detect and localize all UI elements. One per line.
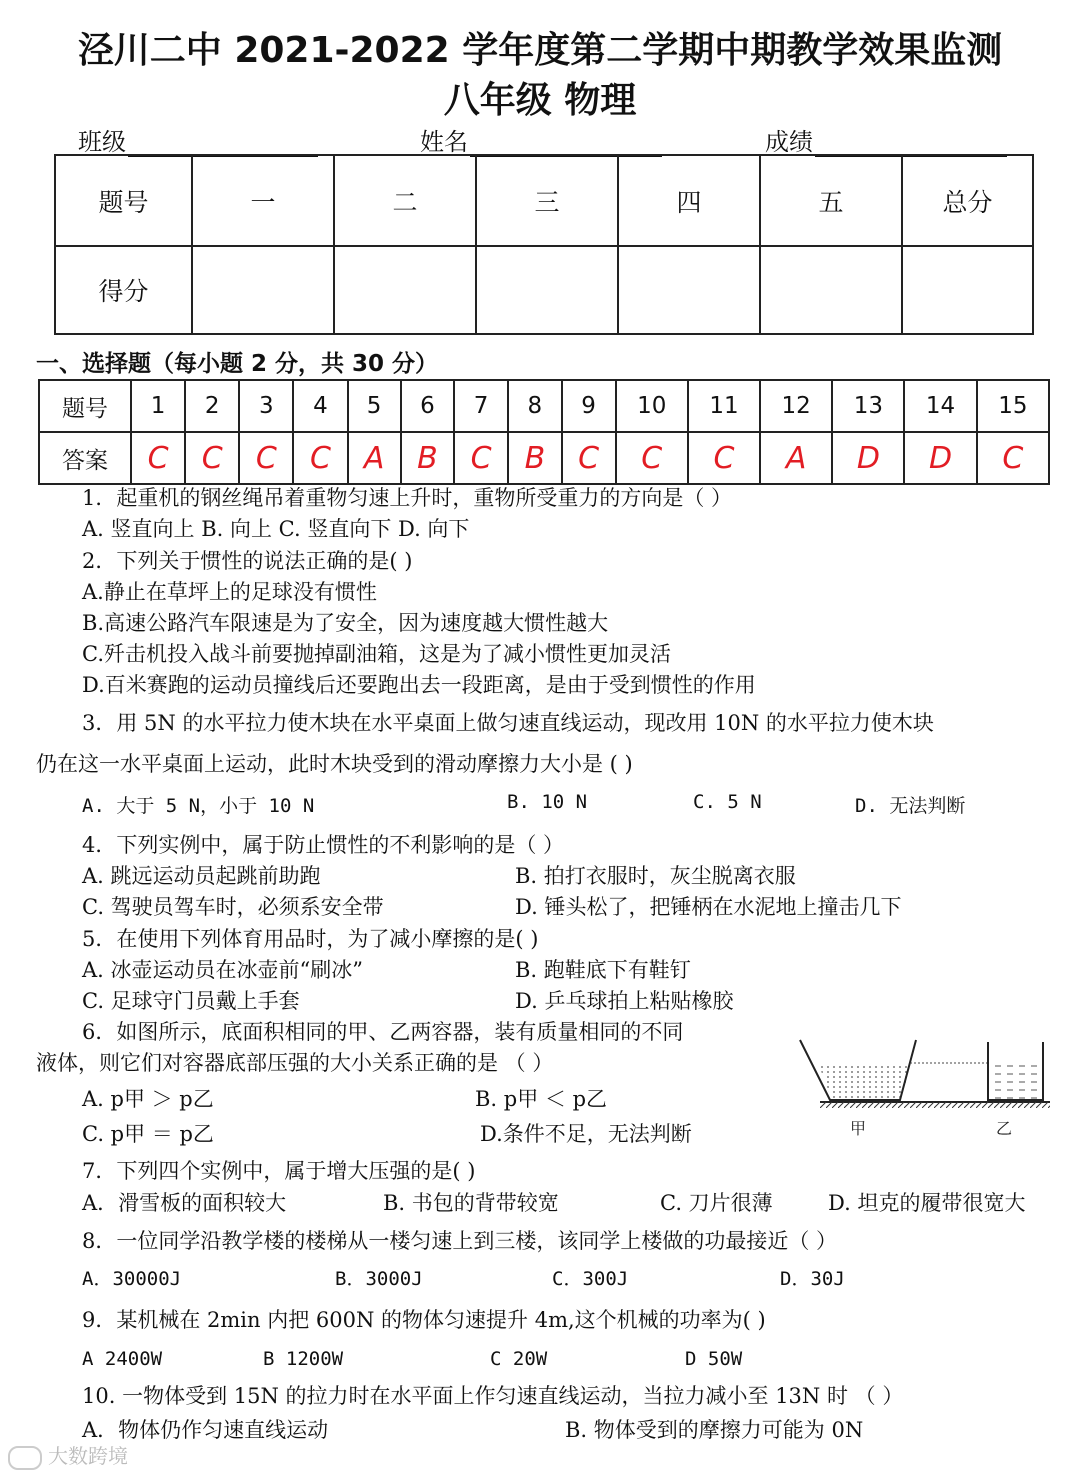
score-field xyxy=(765,122,1007,157)
answer-cell[interactable]: C xyxy=(616,432,688,484)
watermark-logo-icon xyxy=(8,1446,42,1470)
question-number-cell: 13 xyxy=(832,380,904,432)
score-cell[interactable] xyxy=(902,246,1033,334)
score-header-cell: 总分 xyxy=(902,155,1033,246)
question-6-option-d: D.条件不足，无法判断 xyxy=(480,1122,692,1146)
question-3-option-d: D. 无法判断 xyxy=(855,795,966,817)
exam-subtitle: 八年级 物理 xyxy=(443,80,637,121)
question-9-option-a: A 2400W xyxy=(82,1348,163,1370)
question-6-option-a: A. p甲 ＞ p乙 xyxy=(82,1087,214,1111)
question-6-stem-line2: 液体，则它们对容器底部压强的大小关系正确的是 （ ） xyxy=(36,1051,554,1075)
answer-cell[interactable]: B xyxy=(508,432,561,484)
section-heading: 一、选择题（每小题 2 分，共 30 分） xyxy=(36,351,439,377)
score-header-cell: 五 xyxy=(760,155,902,246)
question-7-option-b: B. 书包的背带较宽 xyxy=(383,1191,559,1215)
question-number-cell: 12 xyxy=(760,380,832,432)
question-number-cell: 2 xyxy=(185,380,239,432)
question-2-stem: 2．下列关于惯性的说法正确的是( ) xyxy=(82,549,413,573)
score-label: 成绩 xyxy=(765,128,813,156)
score-table xyxy=(54,154,1034,335)
score-row-label: 得分 xyxy=(55,246,192,334)
question-8-stem: 8．一位同学沿教学楼的楼梯从一楼匀速上到三楼，该同学上楼做的功最接近（ ） xyxy=(82,1229,838,1253)
question-number-cell: 11 xyxy=(688,380,760,432)
score-header-cell: 题号 xyxy=(55,155,192,246)
question-4-option-a: A. 跳远运动员起跳前助跑 xyxy=(82,864,321,888)
answer-cell[interactable]: B xyxy=(401,432,454,484)
question-number-cell: 9 xyxy=(562,380,616,432)
yi-liquid xyxy=(988,1063,1043,1100)
name-label: 姓名 xyxy=(420,128,468,156)
question-8-option-b: B．3000J xyxy=(335,1268,423,1290)
question-number-cell: 15 xyxy=(977,380,1049,432)
question-7-stem: 7．下列四个实例中，属于增大压强的是( ) xyxy=(82,1159,476,1183)
question-9-option-d: D 50W xyxy=(685,1348,743,1370)
answer-table-number-row xyxy=(39,380,1049,432)
score-header-cell: 四 xyxy=(618,155,760,246)
question-number-cell: 14 xyxy=(904,380,976,432)
question-1-options: A. 竖直向上 B. 向上 C. 竖直向下 D. 向下 xyxy=(82,517,470,541)
question-2-option-d: D.百米赛跑的运动员撞线后还要跑出去一段距离，是由于受到惯性的作用 xyxy=(82,673,756,697)
score-cell[interactable] xyxy=(760,246,902,334)
question-8-option-d: D．30J xyxy=(780,1268,845,1290)
answer-row-label: 答案 xyxy=(39,432,131,484)
question-6-stem-line1: 6．如图所示，底面积相同的甲、乙两容器，装有质量相同的不同 xyxy=(82,1020,684,1044)
question-6-option-c: C. p甲 ＝ p乙 xyxy=(82,1122,214,1146)
question-9-option-b: B 1200W xyxy=(263,1348,344,1370)
question-10-option-a: A．物体仍作匀速直线运动 xyxy=(82,1418,329,1442)
score-header-cell: 三 xyxy=(476,155,618,246)
answer-cell[interactable]: C xyxy=(239,432,293,484)
ground-hatch xyxy=(820,1102,1050,1108)
question-1-stem: 1．起重机的钢丝绳吊着重物匀速上升时，重物所受重力的方向是（ ） xyxy=(82,486,733,510)
question-2-option-c: C.歼击机投入战斗前要抛掉副油箱，这是为了减小惯性更加灵活 xyxy=(82,642,671,666)
answer-cell[interactable]: C xyxy=(185,432,239,484)
answer-cell[interactable]: C xyxy=(977,432,1049,484)
score-table-row xyxy=(55,246,1033,334)
watermark xyxy=(8,1440,128,1470)
question-6-option-b: B. p甲 ＜ p乙 xyxy=(475,1087,608,1111)
question-7-option-c: C. 刀片很薄 xyxy=(660,1191,773,1215)
question-3-stem-line2: 仍在这一水平桌面上运动，此时木块受到的滑动摩擦力大小是 ( ) xyxy=(36,752,633,776)
question-3-option-a: A. 大于 5 N，小于 10 N xyxy=(82,795,315,817)
question-2-option-b: B.高速公路汽车限速是为了安全，因为速度越大惯性越大 xyxy=(82,611,609,635)
question-8-option-a: A．30000J xyxy=(82,1268,182,1290)
answer-cell[interactable]: D xyxy=(832,432,904,484)
question-4-option-b: B. 拍打衣服时，灰尘脱离衣服 xyxy=(515,864,796,888)
answer-cell[interactable]: A xyxy=(348,432,401,484)
question-5-stem: 5．在使用下列体育用品时，为了减小摩擦的是( ) xyxy=(82,927,539,951)
answer-cell[interactable]: C xyxy=(293,432,347,484)
watermark-text: 大数跨境 xyxy=(48,1444,128,1468)
score-cell[interactable] xyxy=(334,246,476,334)
question-3-stem-line1: 3．用 5N 的水平拉力使木块在水平桌面上做匀速直线运动，现改用 10N 的水平拉力使木块 xyxy=(82,711,934,735)
answer-row-label: 题号 xyxy=(39,380,131,432)
answer-cell[interactable]: D xyxy=(904,432,976,484)
question-2-option-a: A.静止在草坪上的足球没有惯性 xyxy=(82,580,377,604)
question-number-cell: 3 xyxy=(239,380,293,432)
question-9-stem: 9．某机械在 2min 内把 600N 的物体匀速提升 4m,这个机械的功率为( ) xyxy=(82,1308,766,1332)
name-field xyxy=(420,122,662,157)
question-7-option-a: A．滑雪板的面积较大 xyxy=(82,1191,287,1215)
score-cell[interactable] xyxy=(476,246,618,334)
answer-cell[interactable]: C xyxy=(688,432,760,484)
exam-title: 泾川二中 2021-2022 学年度第二学期中期教学效果监测 xyxy=(77,30,1003,71)
question-4-option-c: C. 驾驶员驾车时，必须系安全带 xyxy=(82,895,384,919)
question-number-cell: 4 xyxy=(293,380,347,432)
question-number-cell: 7 xyxy=(454,380,508,432)
question-9-option-c: C 20W xyxy=(490,1348,548,1370)
question-10-stem: 10. 一物体受到 15N 的拉力时在水平面上作匀速直线运动，当拉力减小至 13N 时 （ ） xyxy=(82,1384,904,1408)
answer-cell[interactable]: C xyxy=(131,432,185,484)
question-5-option-a: A. 冰壶运动员在冰壶前“刷冰” xyxy=(82,958,363,982)
question-4-stem: 4．下列实例中，属于防止惯性的不利影响的是（ ） xyxy=(82,833,565,857)
class-label: 班级 xyxy=(78,128,126,156)
jia-liquid xyxy=(818,1063,910,1100)
question-5-option-d: D. 乒乓球拍上粘贴橡胶 xyxy=(515,989,734,1013)
question-4-option-d: D. 锤头松了，把锤柄在水泥地上撞击几下 xyxy=(515,895,902,919)
question-10-option-b: B. 物体受到的摩擦力可能为 0N xyxy=(565,1418,864,1442)
question-5-option-c: C. 足球守门员戴上手套 xyxy=(82,989,300,1013)
question-number-cell: 6 xyxy=(401,380,454,432)
question-3-option-c: C. 5 N xyxy=(693,791,762,813)
label-yi: 乙 xyxy=(996,1119,1013,1138)
score-header-cell: 二 xyxy=(334,155,476,246)
question-5-option-b: B. 跑鞋底下有鞋钉 xyxy=(515,958,691,982)
question-7-option-d: D. 坦克的履带很宽大 xyxy=(828,1191,1026,1215)
answer-table xyxy=(38,379,1050,485)
answer-table-answer-row xyxy=(39,432,1049,484)
score-cell[interactable] xyxy=(618,246,760,334)
question-8-option-c: C．300J xyxy=(552,1268,629,1290)
score-table-header-row xyxy=(55,155,1033,246)
question-number-cell: 5 xyxy=(348,380,401,432)
class-field xyxy=(78,122,318,157)
answer-cell[interactable]: C xyxy=(562,432,616,484)
question-number-cell: 1 xyxy=(131,380,185,432)
label-jia: 甲 xyxy=(850,1119,867,1138)
question-number-cell: 8 xyxy=(508,380,561,432)
question-number-cell: 10 xyxy=(616,380,688,432)
question-3-option-b: B. 10 N xyxy=(507,791,588,813)
answer-cell[interactable]: A xyxy=(760,432,832,484)
answer-cell[interactable]: C xyxy=(454,432,508,484)
score-cell[interactable] xyxy=(192,246,334,334)
containers-figure xyxy=(790,1030,1060,1142)
score-header-cell: 一 xyxy=(192,155,334,246)
